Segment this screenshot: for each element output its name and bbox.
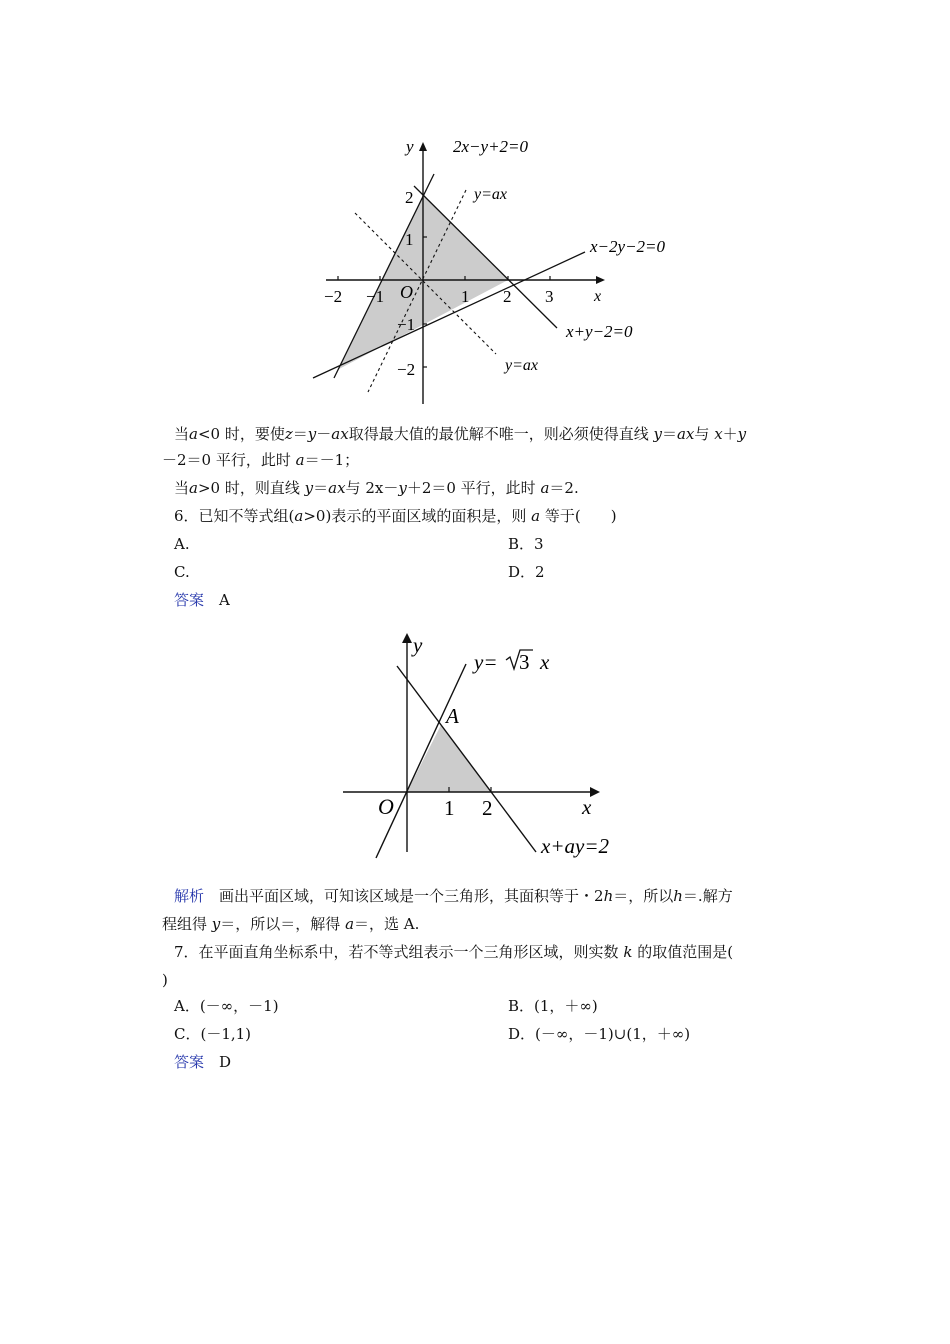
y-axis-label: y (413, 633, 423, 657)
analysis-line-1: 解析 画出平面区域，可知该区域是一个三角形，其面积等于・2h＝，所以h＝.解方 (174, 887, 733, 905)
question-6: 6．已知不等式组(a>0)表示的平面区域的面积是，则 a 等于( ) (174, 507, 617, 525)
figure-1-region-graph (308, 126, 690, 408)
tick-x-neg2: −2 (324, 287, 343, 306)
q6-option-c: C. (174, 563, 190, 581)
tick-x-1: 1 (461, 287, 470, 306)
q6-option-d: D．2 (508, 563, 545, 581)
q7-option-a: A．(－∞，－1) (174, 997, 279, 1015)
tick-x-2: 2 (503, 287, 512, 306)
tick-y-neg1: −1 (397, 315, 416, 334)
x-axis-arrow (590, 787, 600, 797)
tick-x-neg1: −1 (366, 287, 385, 306)
q7-option-c: C．(－1,1) (174, 1025, 252, 1043)
point-a-label: A (446, 704, 459, 728)
y-axis-arrow (402, 633, 412, 643)
solution-line-1: 当a<0 时，要使z＝y－ax取得最大值的最优解不唯一，则必须使得直线 y＝ax与 x＋y (174, 425, 747, 443)
label-sqrt3-value: 3 (519, 650, 530, 674)
tick-y-neg2: −2 (397, 360, 416, 379)
origin-label: O (400, 282, 413, 302)
x-axis-arrow (596, 276, 605, 284)
q6-answer (174, 590, 230, 610)
analysis-line-2: 程组得 y＝，所以＝，解得 a＝，选 A. (162, 915, 420, 933)
solution-line-2: －2＝0 平行，此时 a＝－1； (162, 451, 360, 469)
label-x+y-2: x+y−2=0 (566, 322, 633, 341)
question-7: 7．在平面直角坐标系中，若不等式组表示一个三角形区域，则实数 k 的取值范围是( (174, 943, 734, 961)
label-sqrt3-x: x (540, 650, 550, 674)
q7-option-d: D．(－∞，－1)∪(1，＋∞) (508, 1025, 691, 1043)
tick-1: 1 (444, 796, 455, 820)
answer-label: 答案 (174, 1053, 205, 1071)
label-2x-y+2: 2x−y+2=0 (453, 137, 529, 156)
x-axis-label: x (594, 288, 602, 305)
tick-x-3: 3 (545, 287, 554, 306)
y-axis-arrow (419, 142, 427, 151)
label-y-ax-top: y=ax (474, 186, 507, 203)
q7-answer (174, 1052, 231, 1072)
x-axis-label: x (582, 795, 592, 819)
solution-line-3: 当a>0 时，则直线 y＝ax与 2x－y＋2＝0 平行，此时 a＝2. (174, 479, 579, 497)
label-x+ay-2: x+ay=2 (541, 834, 609, 858)
q6-option-a: A. (174, 535, 190, 553)
tick-y-1: 1 (405, 230, 414, 249)
answer-value: A (219, 591, 230, 609)
answer-value: D (219, 1053, 232, 1071)
label-y-sqrt3x: y= (474, 650, 498, 674)
line-x+ay-2 (397, 666, 536, 852)
analysis-label: 解析 (174, 887, 205, 905)
y-axis-label: y (406, 137, 414, 156)
tick-2: 2 (482, 796, 493, 820)
q6-option-b: B．3 (508, 535, 544, 553)
q7-option-b: B．(1，＋∞) (508, 997, 598, 1015)
figure-2-triangle-graph (336, 620, 652, 872)
origin-label: O (378, 794, 394, 819)
tick-y-2: 2 (405, 188, 414, 207)
label-y-ax-bottom: y=ax (505, 357, 538, 374)
label-x-2y-2: x−2y−2=0 (590, 237, 666, 256)
question-7-line-2: ) (162, 971, 168, 989)
answer-label: 答案 (174, 591, 205, 609)
